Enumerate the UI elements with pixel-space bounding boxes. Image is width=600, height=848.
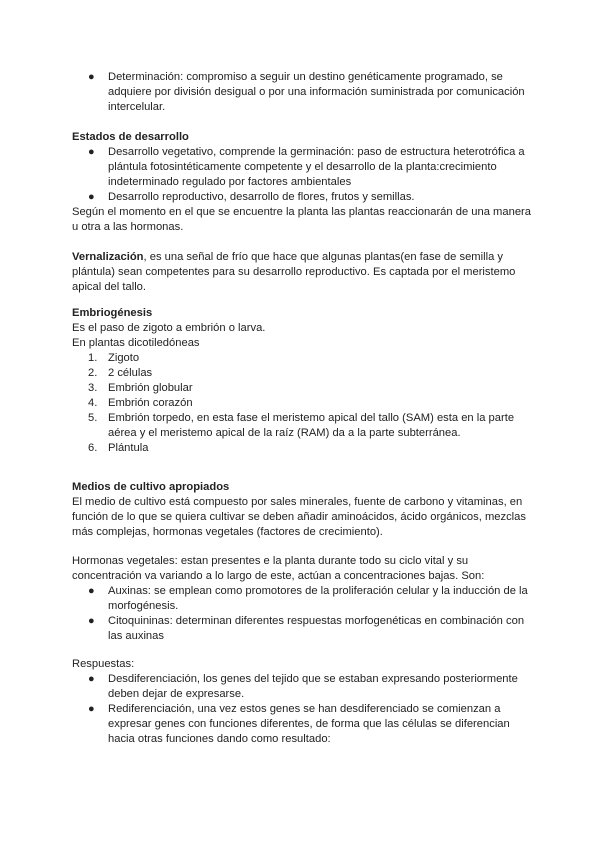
embriogenesis-section: [72, 306, 532, 456]
list-item: [72, 441, 532, 456]
hormonas-paragraph: Hormonas vegetales: estan presentes e la planta durante todo su ciclo vital y su concentración va variando a lo largo de este, actúan a concentraciones bajas. Son:: [72, 555, 485, 582]
list-item: [72, 614, 532, 644]
medios-section: [72, 480, 532, 540]
list-item: [72, 396, 532, 411]
list-item: [72, 190, 532, 205]
hormonas-bullet-list: [72, 584, 532, 644]
list-item: [72, 411, 532, 441]
step-number: 1.: [88, 352, 98, 364]
step-text: 2 células: [108, 367, 153, 379]
intro-bullet-list: [72, 70, 532, 115]
intro-section: [72, 70, 532, 115]
bullet-icon: ●: [88, 703, 95, 715]
vernalizacion-paragraph: [72, 250, 532, 295]
bullet-text: Desarrollo reproductivo, desarrollo de flores, frutos y semillas.: [108, 191, 415, 203]
step-text: Embrión corazón: [108, 397, 193, 409]
bullet-text: Rediferenciación, una vez estos genes se han desdiferenciado se comienzan a expresar genes con funciones diferentes, de forma que las células se diferencian hacia otras funciones dando como resultado:: [108, 703, 510, 745]
bullet-text: Desdiferenciación, los genes del tejido que se estaban expresando posteriormente deben dejar de expresarse.: [108, 673, 518, 700]
respuestas-section: [72, 657, 532, 747]
bullet-icon: ●: [88, 585, 95, 597]
list-item: [72, 70, 532, 115]
bullet-text: Determinación: compromiso a seguir un destino genéticamente programado, se adquiere por división desigual o por una información suministrada por comunicación intercelular.: [108, 71, 525, 113]
embriogenesis-steps-list: [72, 351, 532, 456]
list-item: [72, 672, 532, 702]
step-text: Embrión torpedo, en esta fase el meristemo apical del tallo (SAM) esta en la parte aérea y el meristemo apical de la raíz (RAM) da a la parte subterránea.: [108, 412, 515, 439]
step-number: 6.: [88, 442, 98, 454]
vernalizacion-term: Vernalización: [72, 251, 144, 263]
section-heading-medios: Medios de cultivo apropiados: [72, 481, 230, 493]
step-text: Embrión globular: [108, 382, 193, 394]
respuestas-label: Respuestas:: [72, 658, 135, 670]
bullet-text: Citoquininas: determinan diferentes respuestas morfogenéticas en combinación con las auxinas: [108, 615, 525, 642]
bullet-icon: ●: [88, 71, 95, 83]
step-text: Plántula: [108, 442, 149, 454]
bullet-text: Auxinas: se emplean como promotores de la proliferación celular y la inducción de la morfogénesis.: [108, 585, 528, 612]
bullet-icon: ●: [88, 191, 95, 203]
list-item: [72, 366, 532, 381]
step-text: Zigoto: [108, 352, 140, 364]
list-item: [72, 381, 532, 396]
estados-bullet-list: [72, 145, 532, 205]
step-number: 2.: [88, 367, 98, 379]
step-number: 5.: [88, 412, 98, 424]
bullet-icon: ●: [88, 615, 95, 627]
bullet-icon: ●: [88, 673, 95, 685]
vernalizacion-text: , es una señal de frío que hace que algunas plantas(en fase de semilla y plántula) sean competentes para su desarrollo reproductivo. Es captada por el meristemo apical del tallo.: [72, 251, 516, 293]
section-heading-estados: Estados de desarrollo: [72, 131, 189, 143]
step-number: 4.: [88, 397, 98, 409]
embriogenesis-line-1: Es el paso de zigoto a embrión o larva.: [72, 322, 266, 334]
step-number: 3.: [88, 382, 98, 394]
section-heading-embriogenesis: Embriogénesis: [72, 307, 153, 319]
estados-section: [72, 130, 532, 235]
bullet-text: Desarrollo vegetativo, comprende la germinación: paso de estructura heterotrófica a plántula fotosintéticamente competente y el desarrollo de la planta:crecimiento indeterminado regulado por factores ambientales: [108, 146, 525, 188]
embriogenesis-line-2: En plantas dicotiledóneas: [72, 337, 200, 349]
list-item: [72, 351, 532, 366]
respuestas-bullet-list: [72, 672, 532, 747]
estados-paragraph: Según el momento en el que se encuentre la planta las plantas reaccionarán de una manera u otra a las hormonas.: [72, 206, 531, 233]
medios-paragraph: El medio de cultivo está compuesto por sales minerales, fuente de carbono y vitaminas, en función de lo que se quiera cultivar se deben añadir aminoácidos, ácido orgánicos, mezclas más complejas, hormonas vegetales (factores de crecimiento).: [72, 496, 526, 538]
list-item: [72, 702, 532, 747]
vernalizacion-section: [72, 250, 532, 295]
list-item: [72, 145, 532, 190]
bullet-icon: ●: [88, 146, 95, 158]
hormonas-section: [72, 554, 532, 644]
list-item: [72, 584, 532, 614]
